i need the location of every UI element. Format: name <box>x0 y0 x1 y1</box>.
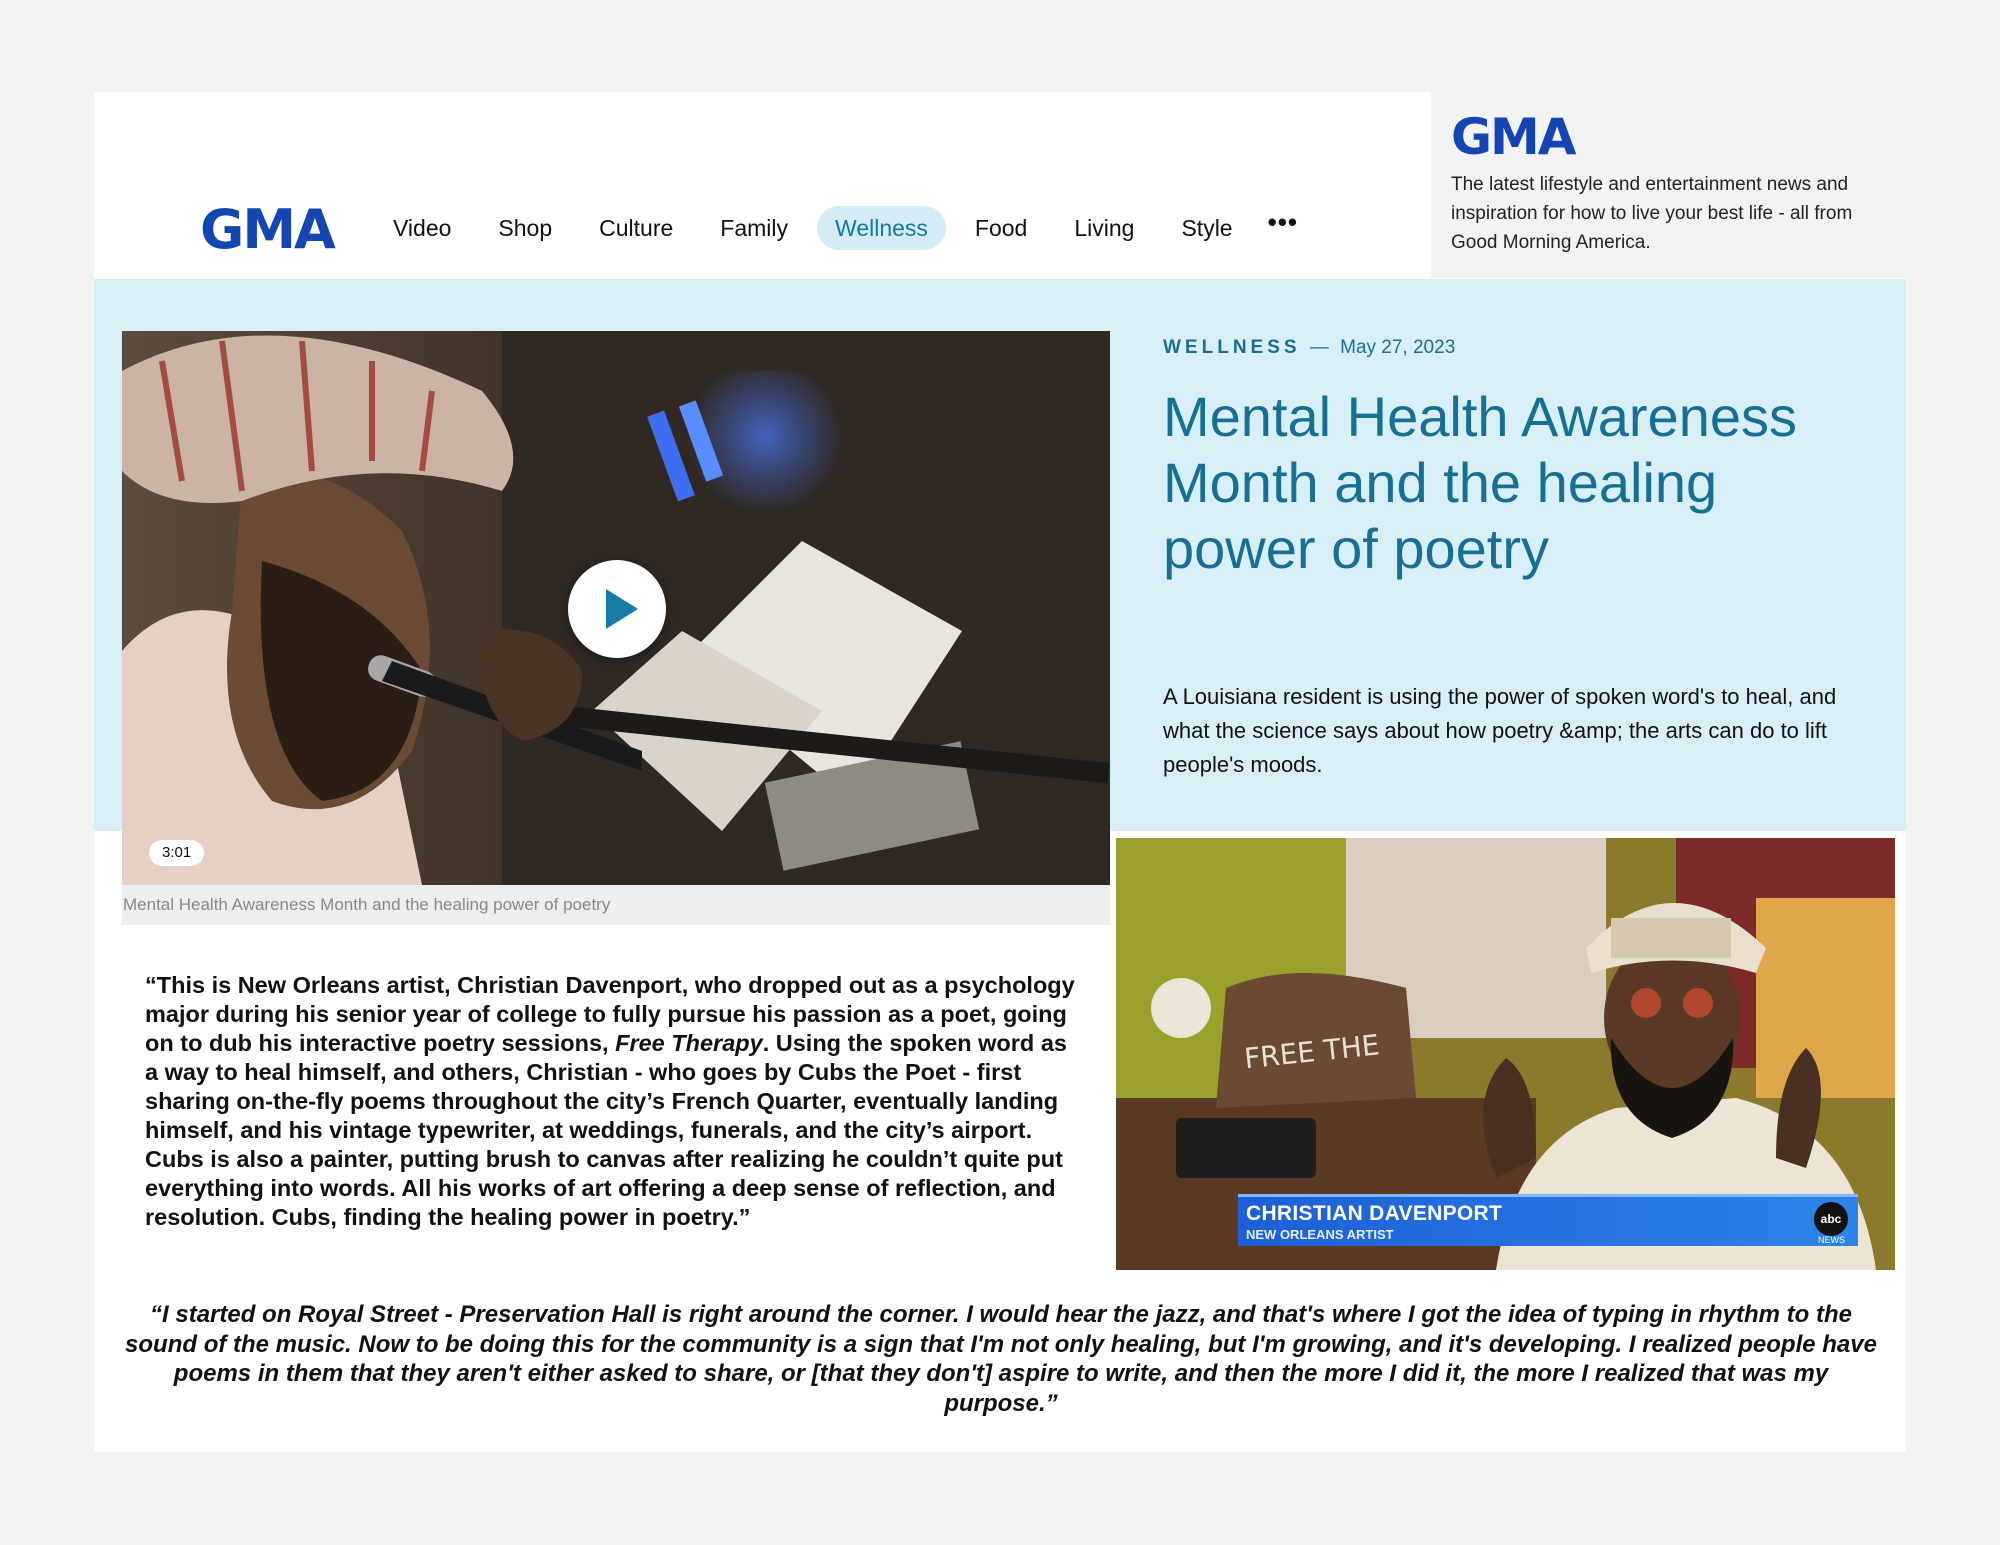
meta-separator: — <box>1309 337 1329 358</box>
nav-item-food[interactable]: Food <box>974 214 1028 241</box>
sign-text: FREE THE <box>1242 1028 1382 1076</box>
article-dek: A Louisiana resident is using the power of spoken word's to heal, and what the science says about how poetry &amp; the arts can do to lift people's moods. <box>1163 684 1837 777</box>
publish-date: May 27, 2023 <box>1340 337 1456 358</box>
main-nav <box>375 204 1304 252</box>
pull-quote: “I started on Royal Street - Preservation Hall is right around the corner. I would hear the jazz, and that's where I got the idea of typing in rhythm to the sound of the music. Now to be doing this for the community is a sign that I'm not only healing, but I'm growing, and it's developing. I realized people have poems in them that they aren't either asked to share, or [that they don't] aspire to write, and then the more I did it, the more I realized that was my purpose.” <box>125 1301 1877 1417</box>
more-menu-icon[interactable]: ••• <box>1267 206 1298 237</box>
body-quote-part1: “This is New Orleans artist, Christian Davenport, who dropped out as a psychology major during his senior year of college to fully pursue his passion as a poet, going on to dub his interactive poetry sessions, <box>145 972 1075 1056</box>
nav-item-wellness[interactable]: Wellness <box>817 206 946 250</box>
body-quote-part2: . Using the spoken word as a way to heal himself, and others, Christian - who goes by Cubs the Poet - first sharing on-the-fly poems throughout the city’s French Quarter, eventually landing himself, and his vintage typewriter, at weddings, funerals, and the city’s airport. Cubs is also a painter, putting brush to canvas after realizing he couldn’t quite put everything into words. All his works of art offering a deep sense of reflection, and resolution. Cubs, finding the healing power in poetry.” <box>145 1030 1067 1230</box>
abc-news-label: NEWS <box>1818 1235 1845 1245</box>
nav-item-shop[interactable]: Shop <box>498 214 553 241</box>
video-duration-badge: 3:01 <box>149 840 204 866</box>
article-meta <box>1163 337 1455 359</box>
nav-item-style[interactable]: Style <box>1181 214 1233 241</box>
body-quote-emphasis: Free Therapy <box>615 1030 763 1056</box>
brand-tagline: The latest lifestyle and entertainment news and inspiration for how to live your best life - all from Good Morning America. <box>1451 174 1853 253</box>
category-label[interactable]: WELLNESS <box>1163 337 1301 358</box>
nav-item-family[interactable]: Family <box>720 214 789 241</box>
name-lower-third <box>1238 1194 1858 1246</box>
article-headline: Mental Health Awareness Month and the healing power of poetry <box>1163 385 1797 580</box>
video-player[interactable] <box>122 331 1110 885</box>
video-caption: Mental Health Awareness Month and the healing power of poetry <box>122 885 1110 925</box>
lower-third-name: CHRISTIAN DAVENPORT <box>1246 1202 1503 1225</box>
gma-logo-large[interactable]: GMA <box>1451 108 1575 166</box>
lower-third-title: NEW ORLEANS ARTIST <box>1246 1227 1394 1242</box>
body-quote <box>145 971 1075 1232</box>
play-button[interactable] <box>568 560 666 658</box>
gma-logo-nav[interactable]: GMA <box>200 198 334 261</box>
nav-item-video[interactable]: Video <box>393 214 452 241</box>
nav-item-living[interactable]: Living <box>1074 214 1135 241</box>
interview-image <box>1116 838 1895 1270</box>
nav-item-culture[interactable]: Culture <box>599 214 674 241</box>
abc-news-logo: abc <box>1814 1202 1848 1236</box>
